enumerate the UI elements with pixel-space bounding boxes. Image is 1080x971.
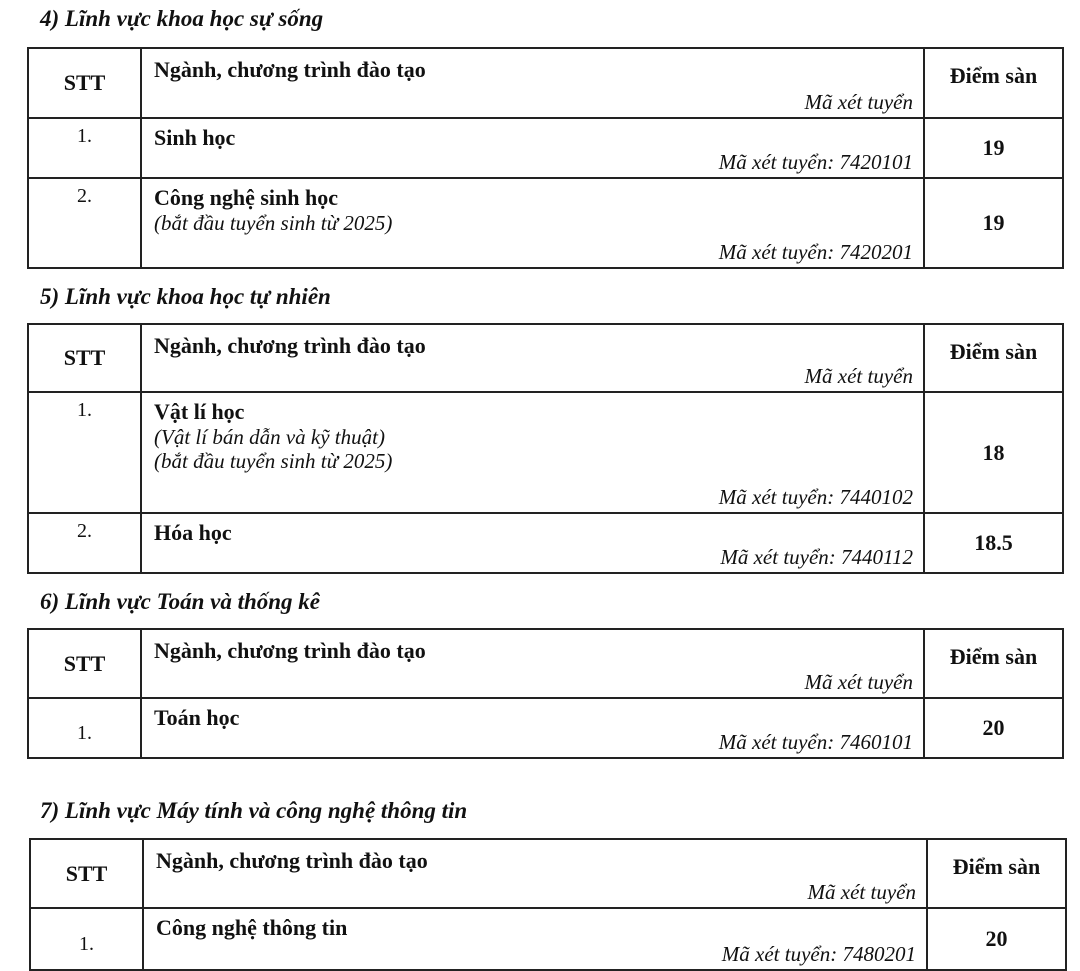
header-major bbox=[141, 48, 924, 118]
floor-score: 20 bbox=[924, 698, 1063, 758]
major-name: Công nghệ sinh học bbox=[154, 185, 339, 210]
admission-code: Mã xét tuyển: 7420101 bbox=[718, 150, 913, 174]
header-code-label: Mã xét tuyển bbox=[804, 90, 913, 114]
header-stt: STT bbox=[28, 48, 141, 118]
row-stt bbox=[28, 392, 141, 513]
row-stt-value: 1. bbox=[77, 721, 92, 744]
row-major bbox=[141, 118, 924, 178]
table-math-statistics bbox=[27, 628, 1064, 759]
table-header-row bbox=[28, 324, 1063, 392]
table-header-row bbox=[30, 839, 1066, 908]
table-row bbox=[30, 908, 1066, 970]
header-major-label: Ngành, chương trình đào tạo bbox=[154, 57, 426, 82]
row-stt bbox=[28, 118, 141, 178]
row-major bbox=[141, 698, 924, 758]
section-title-math-statistics: 6) Lĩnh vực Toán và thống kê bbox=[40, 589, 320, 614]
header-score bbox=[927, 839, 1066, 908]
floor-score: 18.5 bbox=[924, 513, 1063, 573]
major-name: Hóa học bbox=[154, 520, 232, 545]
major-name: Vật lí học bbox=[154, 399, 245, 424]
row-stt bbox=[28, 178, 141, 268]
admission-code: Mã xét tuyển: 7460101 bbox=[718, 730, 913, 754]
section-title-natural-sciences: 5) Lĩnh vực khoa học tự nhiên bbox=[40, 284, 331, 309]
header-major-label: Ngành, chương trình đào tạo bbox=[156, 848, 428, 873]
header-score-label: Điểm sàn bbox=[949, 63, 1038, 88]
table-header-row bbox=[28, 48, 1063, 118]
major-name: Toán học bbox=[154, 705, 240, 730]
header-major-label: Ngành, chương trình đào tạo bbox=[154, 333, 426, 358]
header-score-label: Điểm sàn bbox=[952, 854, 1041, 879]
floor-score: 20 bbox=[927, 908, 1066, 970]
table-row bbox=[28, 392, 1063, 513]
row-major bbox=[141, 392, 924, 513]
section-title-computing-it: 7) Lĩnh vực Máy tính và công nghệ thông tin bbox=[40, 798, 468, 823]
header-code-label: Mã xét tuyển bbox=[807, 880, 916, 904]
table-life-sciences bbox=[27, 47, 1064, 269]
row-stt bbox=[28, 513, 141, 573]
floor-score: 19 bbox=[924, 178, 1063, 268]
header-stt: STT bbox=[30, 839, 143, 908]
row-stt-value: 2. bbox=[77, 520, 92, 542]
admission-code: Mã xét tuyển: 7440102 bbox=[718, 485, 913, 509]
admission-code: Mã xét tuyển: 7480201 bbox=[721, 942, 916, 966]
header-stt: STT bbox=[28, 629, 141, 698]
row-stt bbox=[30, 908, 143, 970]
floor-score: 18 bbox=[924, 392, 1063, 513]
admission-code: Mã xét tuyển: 7420201 bbox=[718, 240, 913, 264]
table-row bbox=[28, 118, 1063, 178]
header-score-label: Điểm sàn bbox=[949, 339, 1038, 364]
floor-score: 19 bbox=[924, 118, 1063, 178]
header-score bbox=[924, 324, 1063, 392]
major-name: Công nghệ thông tin bbox=[156, 915, 348, 940]
header-score bbox=[924, 629, 1063, 698]
row-stt-value: 1. bbox=[77, 125, 92, 147]
header-major bbox=[141, 629, 924, 698]
row-stt bbox=[28, 698, 141, 758]
section-title-life-sciences: 4) Lĩnh vực khoa học sự sống bbox=[40, 6, 324, 31]
header-major bbox=[143, 839, 927, 908]
major-note: (bắt đầu tuyển sinh từ 2025) bbox=[154, 449, 393, 473]
table-header-row bbox=[28, 629, 1063, 698]
row-major bbox=[141, 513, 924, 573]
row-stt-value: 1. bbox=[77, 399, 92, 421]
row-major bbox=[141, 178, 924, 268]
major-note: (bắt đầu tuyển sinh từ 2025) bbox=[154, 211, 393, 235]
table-natural-sciences bbox=[27, 323, 1064, 574]
table-computing-it bbox=[29, 838, 1067, 971]
table-row bbox=[28, 698, 1063, 758]
row-stt-value: 1. bbox=[79, 932, 94, 955]
header-code-label: Mã xét tuyển bbox=[804, 670, 913, 694]
header-code-label: Mã xét tuyển bbox=[804, 364, 913, 388]
row-stt-value: 2. bbox=[77, 185, 92, 207]
admission-code: Mã xét tuyển: 7440112 bbox=[720, 545, 913, 569]
row-major bbox=[143, 908, 927, 970]
header-major-label: Ngành, chương trình đào tạo bbox=[154, 638, 426, 663]
table-row bbox=[28, 513, 1063, 573]
header-stt: STT bbox=[28, 324, 141, 392]
table-row bbox=[28, 178, 1063, 268]
major-note: (Vật lí bán dẫn và kỹ thuật) bbox=[154, 425, 385, 449]
major-name: Sinh học bbox=[154, 125, 236, 150]
header-score-label: Điểm sàn bbox=[949, 644, 1038, 669]
header-score bbox=[924, 48, 1063, 118]
header-major bbox=[141, 324, 924, 392]
